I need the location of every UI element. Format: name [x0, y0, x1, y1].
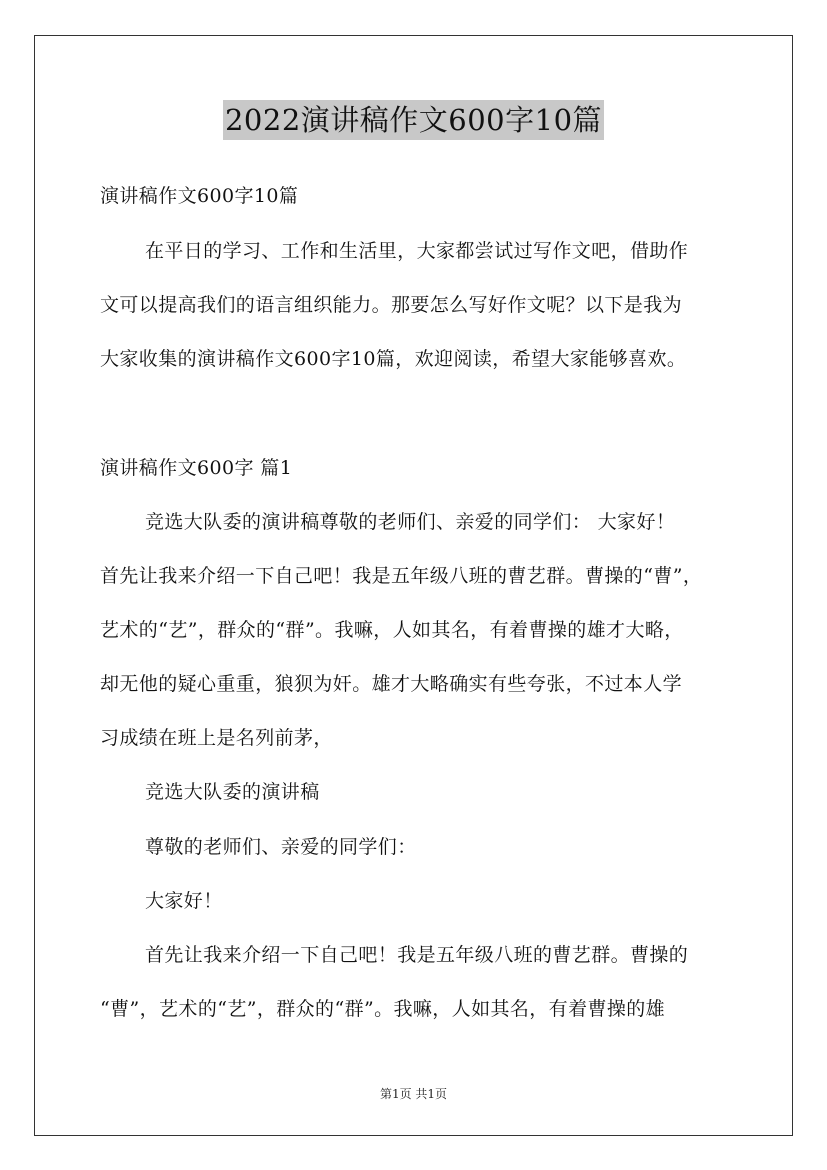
page-number: 第1页 共1页 [379, 1087, 448, 1101]
paragraph-line: 首先让我来介绍一下自己吧！我是五年级八班的曹艺群。曹操的“曹”， [100, 565, 703, 587]
paragraph-line: 首先让我来介绍一下自己吧！我是五年级八班的曹艺群。曹操的 [145, 944, 689, 966]
paragraph-line: 竞选大队委的演讲稿尊敬的老师们、亲爱的同学们： 大家好！ [145, 511, 676, 533]
paragraph-line: 习成绩在班上是名列前茅， [100, 727, 333, 749]
speech-title: 竞选大队委的演讲稿 [145, 781, 320, 803]
salutation: 尊敬的老师们、亲爱的同学们： [145, 836, 417, 858]
intro-line: 文可以提高我们的语言组织能力。那要怎么写好作文呢？以下是我为 [100, 294, 683, 316]
paragraph-line: “曹”，艺术的“艺”，群众的“群”。我嘛，人如其名，有着曹操的雄 [100, 998, 666, 1020]
subtitle: 演讲稿作文600字10篇 [100, 185, 299, 207]
section-heading: 演讲稿作文600字 篇1 [100, 457, 293, 479]
document-title: 2022演讲稿作文600字10篇 [223, 100, 604, 140]
paragraph-line: 却无他的疑心重重，狼狈为奸。雄才大略确实有些夸张，不过本人学 [100, 673, 683, 695]
greeting: 大家好！ [145, 890, 223, 912]
title-container [0, 100, 827, 140]
intro-line: 大家收集的演讲稿作文600字10篇，欢迎阅读，希望大家能够喜欢。 [100, 348, 687, 370]
intro-line: 在平日的学习、工作和生活里，大家都尝试过写作文吧，借助作 [145, 240, 689, 262]
paragraph-line: 艺术的“艺”，群众的“群”。我嘛，人如其名，有着曹操的雄才大略， [100, 619, 684, 641]
